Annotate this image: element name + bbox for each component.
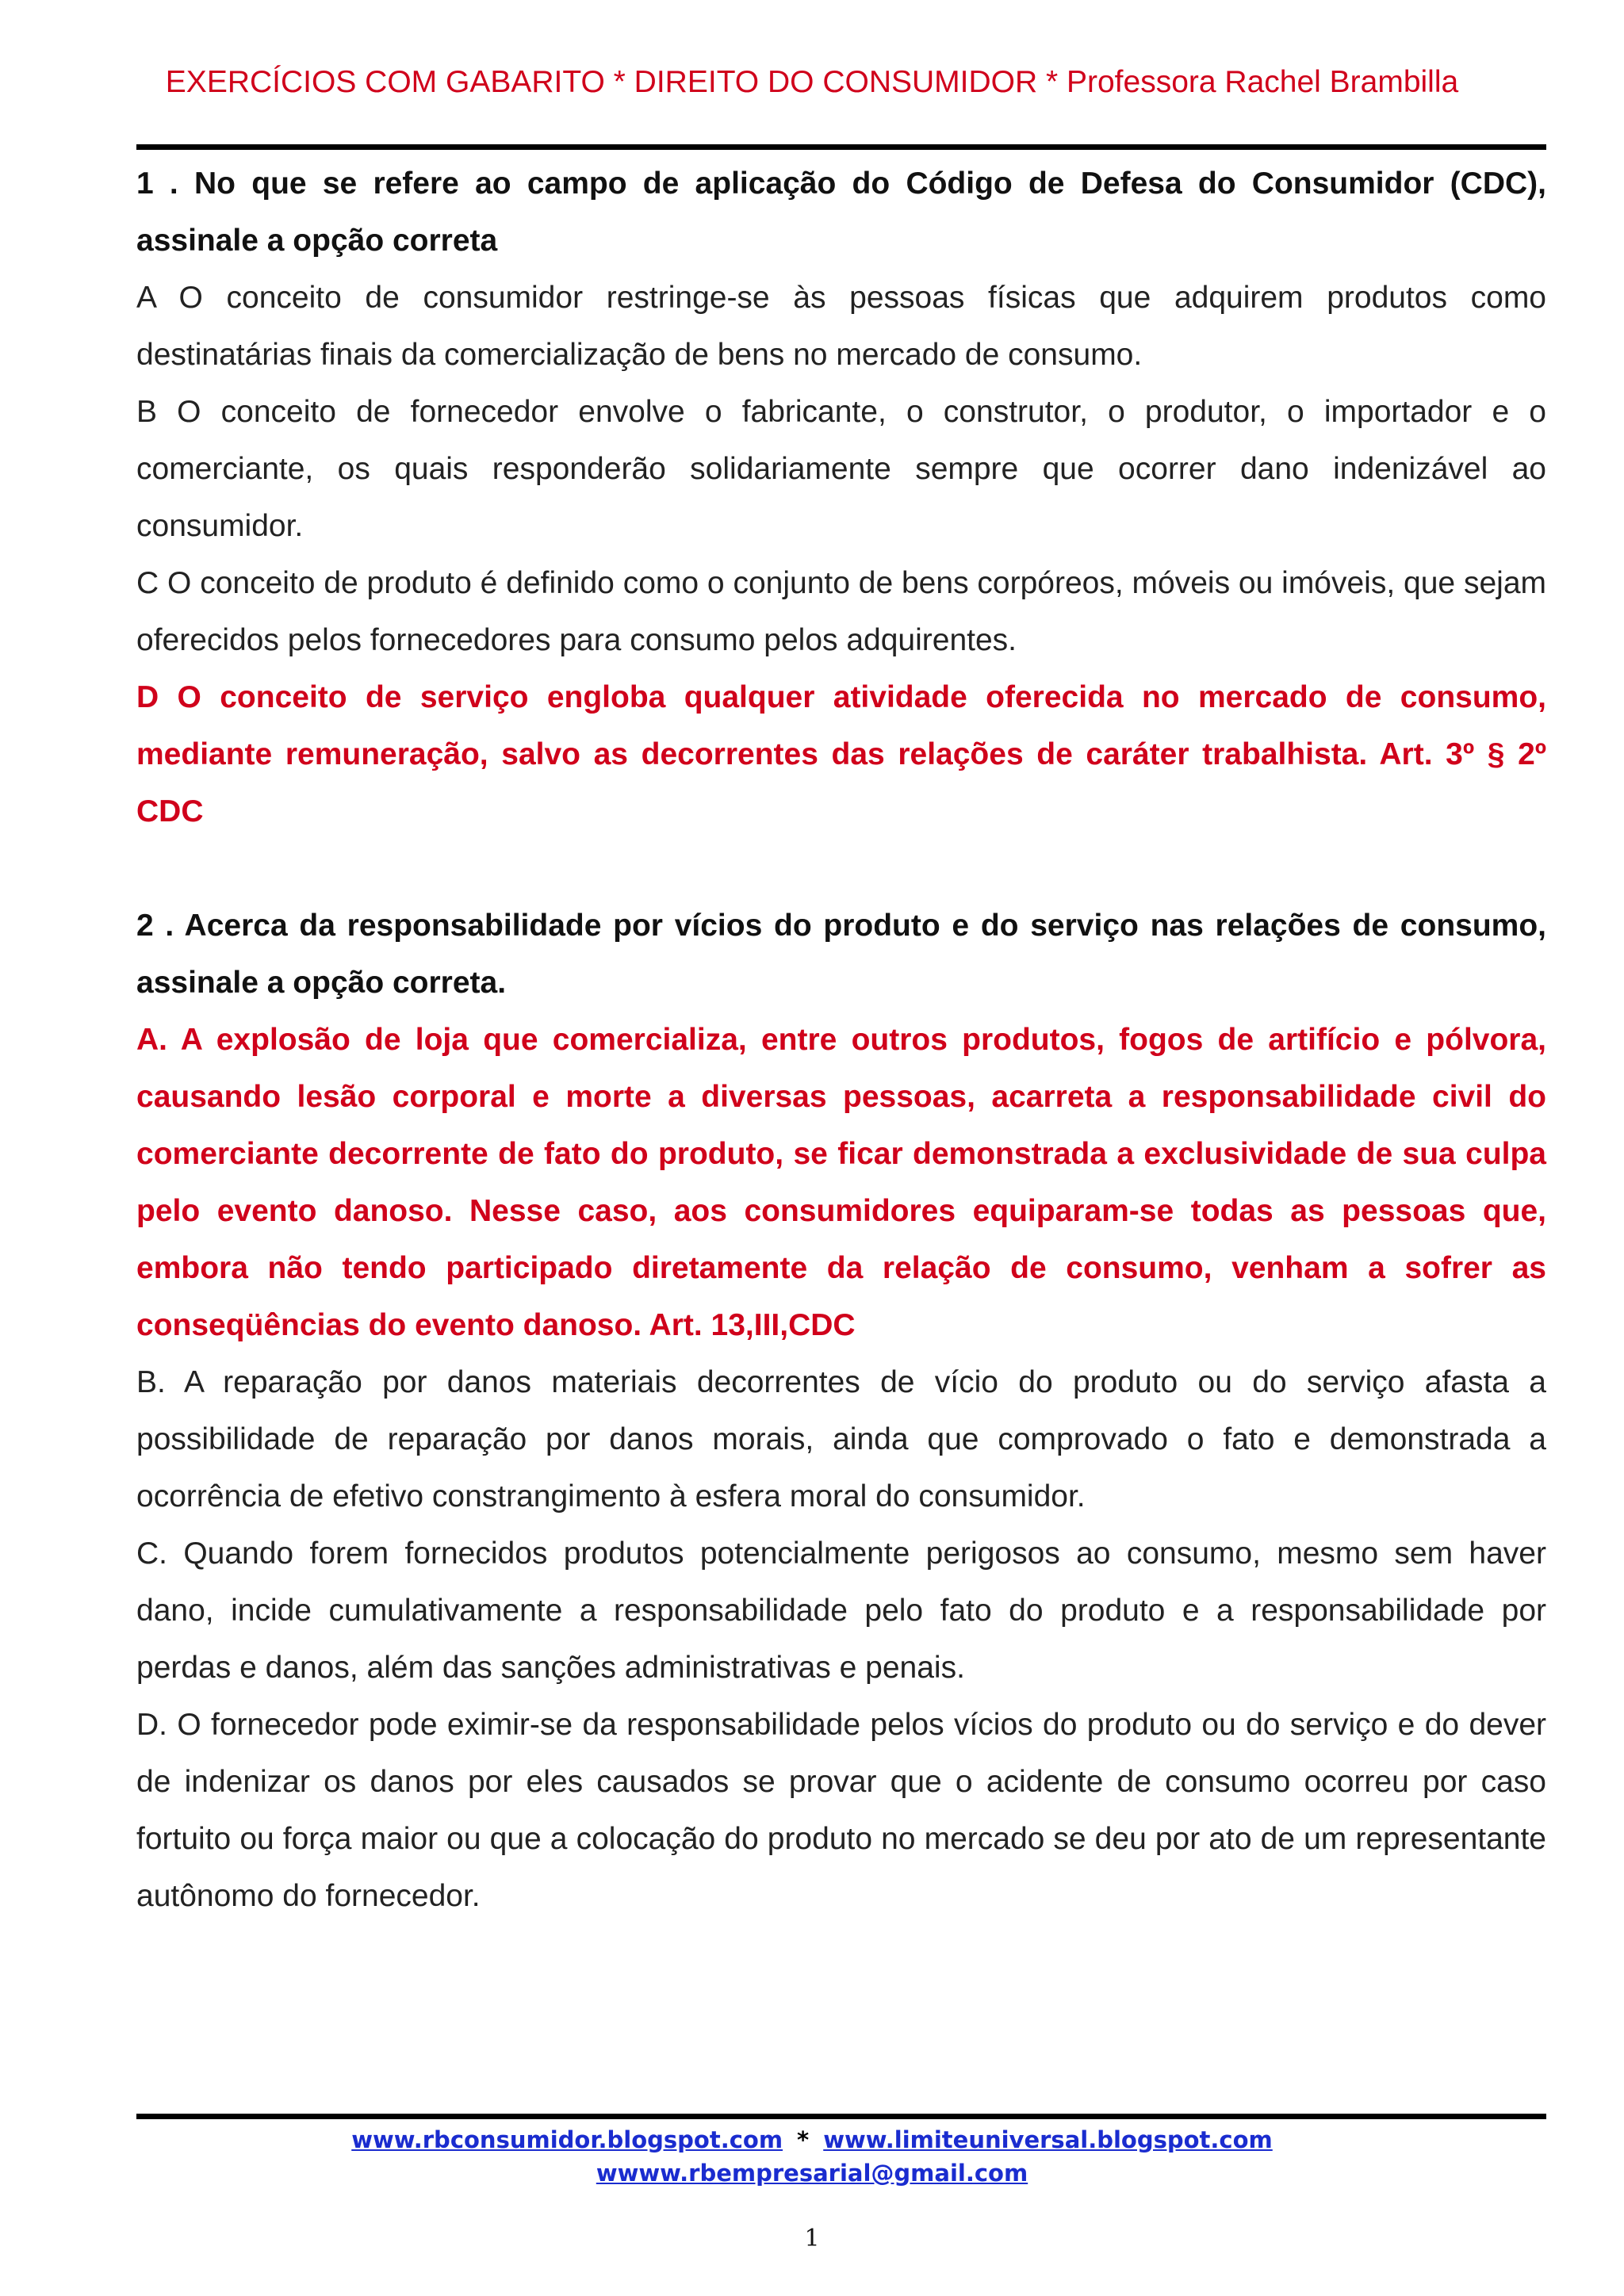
footer-links [0, 2126, 1624, 2153]
question-1-option-a: A O conceito de consumidor restringe-se às pessoas físicas que adquirem produtos como destinatárias finais da comercialização de bens no mercado de consumo. [136, 281, 1546, 372]
question-2-option-d: D. O fornecedor pode eximir-se da responsabilidade pelos vícios do produto ou do serviço e do dever de indenizar os danos por eles causados se provar que o acidente de consumo ocorreu por caso fortuito ou força maior ou que a colocação do produto no mercado se deu por ato de um representante autônomo do fornecedor. [136, 1708, 1546, 1913]
footer-link-rbconsumidor[interactable]: www.rbconsumidor.blogspot.com [351, 2126, 783, 2153]
header-divider [136, 144, 1546, 150]
question-1-option-c: C O conceito de produto é definido como o conjunto de bens corpóreos, móveis ou imóveis, que sejam oferecidos pelos fornecedores para consumo pelos adquirentes. [136, 566, 1546, 657]
question-1-option-d-correct: D O conceito de serviço engloba qualquer atividade oferecida no mercado de consumo, mediante remuneração, salvo as decorrentes das relações de caráter trabalhista. Art. 3º § 2º CDC [136, 680, 1546, 828]
question-2-option-a-correct: A. A explosão de loja que comercializa, entre outros produtos, fogos de artifício e pólvora, causando lesão corporal e morte a diversas pessoas, acarreta a responsabilidade civil do comerciante decorrente de fato do produto, se ficar demonstrada a exclusividade de sua culpa pelo evento danoso. Nesse caso, aos consumidores equiparam-se todas as pessoas que, embora não tendo participado diretamente da relação de consumo, venham a sofrer as conseqüências do evento danoso. Art. 13,III,CDC [136, 1023, 1546, 1342]
footer-email-link[interactable]: wwww.rbempresarial@gmail.com [596, 2160, 1028, 2187]
question-2-option-c: C. Quando forem fornecidos produtos potencialmente perigosos ao consumo, mesmo sem haver dano, incide cumulativamente a responsabilidade pelo fato do produto e a responsabilidade por perdas e danos, além das sanções administrativas e penais. [136, 1536, 1546, 1685]
footer-separator: * [797, 2126, 810, 2153]
question-1-title: 1 . No que se refere ao campo de aplicação do Código de Defesa do Consumidor (CDC), assinale a opção correta [136, 166, 1546, 258]
question-2-option-b: B. A reparação por danos materiais decorrentes de vício do produto ou do serviço afasta a possibilidade de reparação por danos morais, ainda que comprovado o fato e demonstrada a ocorrência de efetivo constrangimento à esfera moral do consumidor. [136, 1365, 1546, 1513]
question-spacer [136, 840, 1546, 897]
footer-divider [136, 2114, 1546, 2119]
footer-email-line [0, 2160, 1624, 2187]
document-body [136, 155, 1546, 1925]
question-2 [136, 897, 1546, 1925]
footer-link-limiteuniversal[interactable]: www.limiteuniversal.blogspot.com [823, 2126, 1273, 2153]
question-1 [136, 155, 1546, 840]
page-header-title: EXERCÍCIOS COM GABARITO * DIREITO DO CONSUMIDOR * Professora Rachel Brambilla [165, 65, 1459, 99]
question-2-title: 2 . Acerca da responsabilidade por vícios do produto e do serviço nas relações de consumo, assinale a opção correta. [136, 909, 1546, 1000]
question-1-option-b: B O conceito de fornecedor envolve o fabricante, o construtor, o produtor, o importador e o comerciante, os quais responderão solidariamente sempre que ocorrer dano indenizável ao consumidor. [136, 395, 1546, 543]
page-number: 1 [804, 2225, 820, 2252]
